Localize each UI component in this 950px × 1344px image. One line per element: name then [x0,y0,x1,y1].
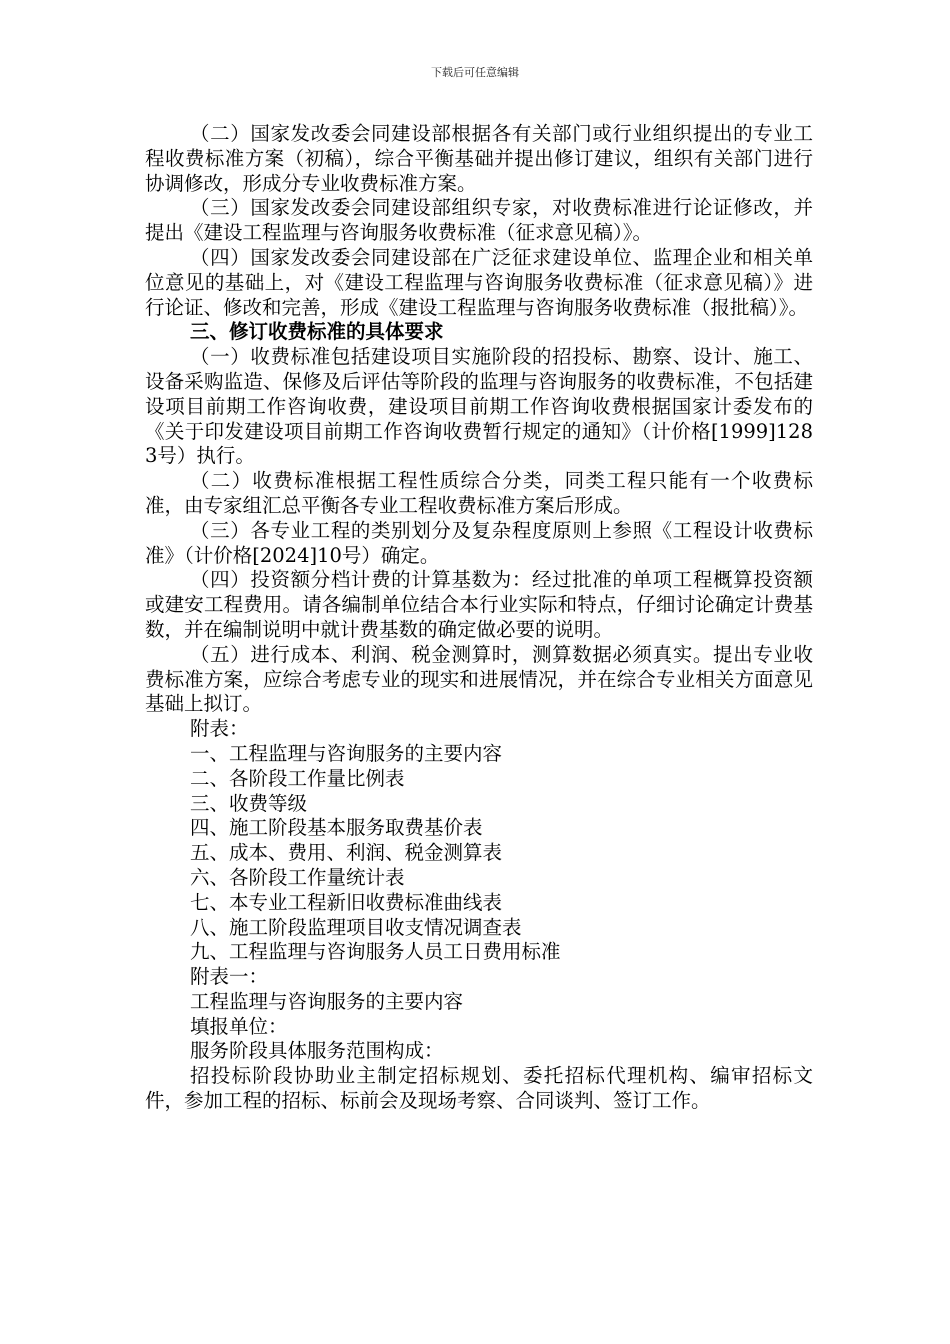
appendix-item: 九、工程监理与咨询服务人员工日费用标准 [190,940,561,964]
appendix-label: 附表： [190,717,249,741]
appendix-item: 五、成本、费用、利润、税金测算表 [190,841,503,865]
appendix-item: 六、各阶段工作量统计表 [190,865,405,889]
section-heading: 三、修订收费标准的具体要求 [190,320,444,344]
paragraph: （三）国家发改委会同建设部组织专家，对收费标准进行论证修改，并提出《建设工程监理与咨询服务收费标准（征求意见稿）》。 [145,196,813,245]
document-body [145,122,813,1114]
appendix-one-title: 工程监理与咨询服务的主要内容 [190,989,464,1013]
appendix-item: 七、本专业工程新旧收费标准曲线表 [190,890,503,914]
paragraph: （二）国家发改委会同建设部根据各有关部门或行业组织提出的专业工程收费标准方案（初稿），综合平衡基础并提出修订建议，组织有关部门进行协调修改，形成分专业收费标准方案。 [145,122,813,195]
service-scope-label: 服务阶段具体服务范围构成： [190,1039,444,1063]
paragraph: （五）进行成本、利润、税金测算时，测算数据必须真实。提出专业收费标准方案，应综合考虑专业的现实和进展情况，并在综合专业相关方面意见基础上拟订。 [145,642,813,716]
appendix-item: 四、施工阶段基本服务取费基价表 [190,816,483,840]
page-header: 下载后可任意编辑 [431,66,519,79]
appendix-one-label: 附表一： [190,965,269,989]
paragraph: （三）各专业工程的类别划分及复杂程度原则上参照《工程设计收费标准》（计价格[2024]10号）确定。 [145,518,813,567]
appendix-item: 二、各阶段工作量比例表 [190,766,405,790]
paragraph: 招投标阶段协助业主制定招标规划、委托招标代理机构、编审招标文件，参加工程的招标、标前会及现场考察、合同谈判、签订工作。 [145,1064,813,1113]
paragraph: （一）收费标准包括建设项目实施阶段的招投标、勘察、设计、施工、设备采购监造、保修及后评估等阶段的监理与咨询服务的收费标准，不包括建设项目前期工作咨询收费，建设项目前期工作咨询收费根据国家计委发布的《关于印发建设项目前期工作咨询收费暂行规定的通知》（计价格[1999]1283号）执行。 [145,345,813,468]
appendix-item: 一、工程监理与咨询服务的主要内容 [190,741,503,765]
appendix-item: 三、收费等级 [190,791,308,815]
paragraph: （四）国家发改委会同建设部在广泛征求建设单位、监理企业和相关单位意见的基础上，对《建设工程监理与咨询服务收费标准（征求意见稿）》进行论证、修改和完善，形成《建设工程监理与咨询服务收费标准（报批稿）》。 [145,245,813,319]
appendix-item: 八、施工阶段监理项目收支情况调查表 [190,915,522,939]
paragraph: （二）收费标准根据工程性质综合分类，同类工程只能有一个收费标准，由专家组汇总平衡各专业工程收费标准方案后形成。 [145,469,813,517]
paragraph: （四）投资额分档计费的计算基数为：经过批准的单项工程概算投资额或建安工程费用。请各编制单位结合本行业实际和特点，仔细讨论确定计费基数，并在编制说明中就计费基数的确定做必要的说明。 [145,568,813,641]
reporting-unit-label: 填报单位： [190,1014,288,1038]
